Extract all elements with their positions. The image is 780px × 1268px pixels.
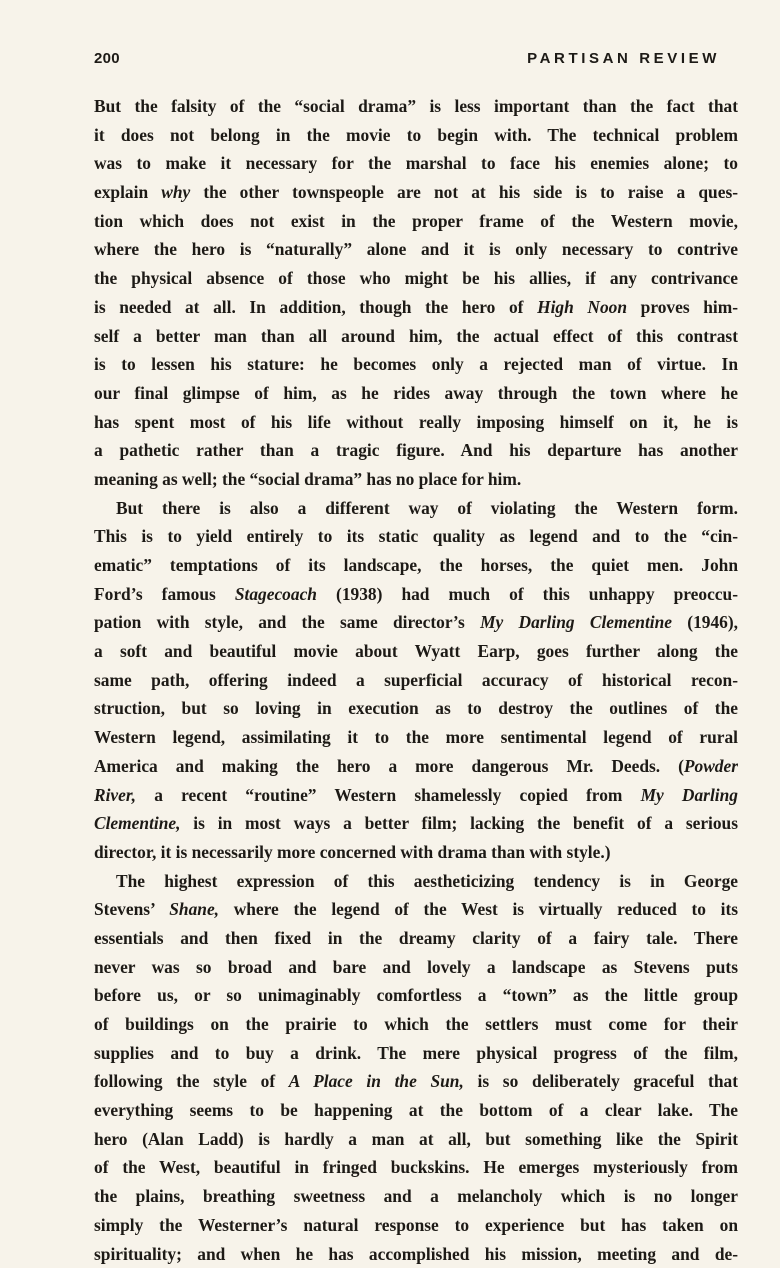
text-segment: self a better man than all around him, the actual effect of this contrast (94, 326, 738, 346)
text-segment: (1938) had much of this unhappy preoccu- (317, 584, 738, 604)
text-segment: same path, offering indeed a superficial accuracy of historical recon- (94, 670, 738, 690)
text-line (94, 895, 738, 924)
text-segment: This is to yield entirely to its static quality as legend and to the “cin- (94, 526, 738, 546)
italic-title: why (161, 182, 190, 202)
text-line (94, 637, 738, 666)
text-line (94, 723, 738, 752)
page-number: 200 (94, 50, 120, 67)
text-segment: a pathetic rather than a tragic figure. And his departure has another (94, 440, 738, 460)
italic-title: River, (94, 785, 136, 805)
text-segment: The highest expression of this aestheticizing tendency is in George (116, 871, 738, 891)
text-segment: our final glimpse of him, as he rides away through the town where he (94, 383, 738, 403)
text-line (94, 752, 738, 781)
text-segment: where the legend of the West is virtually reduced to its (219, 899, 738, 919)
text-line (94, 953, 738, 982)
text-line (94, 264, 738, 293)
text-line (94, 92, 738, 121)
text-segment: a soft and beautiful movie about Wyatt Earp, goes further along the (94, 641, 738, 661)
text-line (94, 207, 738, 236)
text-segment: is needed at all. In addition, though the hero of (94, 297, 537, 317)
text-line (94, 781, 738, 810)
text-line (94, 408, 738, 437)
text-segment: pation with style, and the same director’s (94, 612, 480, 632)
text-segment: everything seems to be happening at the bottom of a clear lake. The (94, 1100, 738, 1120)
text-segment: where the hero is “naturally” alone and it is only necessary to contrive (94, 239, 738, 259)
italic-title: Clementine, (94, 813, 180, 833)
text-segment: meaning as well; the “social drama” has no place for him. (94, 469, 521, 489)
text-segment: the physical absence of those who might be his allies, if any contrivance (94, 268, 738, 288)
text-line (94, 608, 738, 637)
text-line (94, 981, 738, 1010)
italic-title: My Darling (641, 785, 738, 805)
text-line (94, 666, 738, 695)
text-line (94, 1096, 738, 1125)
text-segment: (1946), (672, 612, 738, 632)
text-segment: is in most ways a better film; lacking the benefit of a serious (180, 813, 738, 833)
text-line (94, 1010, 738, 1039)
text-line (94, 694, 738, 723)
italic-title: A Place in the Sun, (289, 1071, 464, 1091)
text-segment: has spent most of his life without really imposing himself on it, he is (94, 412, 738, 432)
text-segment: essentials and then fixed in the dreamy clarity of a fairy tale. There (94, 928, 738, 948)
italic-title: Powder (684, 756, 738, 776)
text-segment: a recent “routine” Western shamelessly copied from (136, 785, 641, 805)
text-line (94, 867, 738, 896)
text-line (94, 293, 738, 322)
text-segment: supplies and to buy a drink. The mere physical progress of the film, (94, 1043, 738, 1063)
text-segment: is to lessen his stature: he becomes only a rejected man of virtue. In (94, 354, 738, 374)
text-segment: Western legend, assimilating it to the more sentimental legend of rural (94, 727, 738, 747)
text-line (94, 465, 738, 494)
text-line (94, 1125, 738, 1154)
text-segment: is so deliberately graceful that (464, 1071, 738, 1091)
text-segment: Stevens’ (94, 899, 169, 919)
text-line (94, 924, 738, 953)
text-line (94, 436, 738, 465)
text-line (94, 235, 738, 264)
text-segment: proves him- (627, 297, 738, 317)
text-line (94, 551, 738, 580)
text-segment: of the West, beautiful in fringed buckskins. He emerges mysteriously from (94, 1157, 738, 1177)
text-segment: explain (94, 182, 161, 202)
italic-title: Stagecoach (235, 584, 317, 604)
text-line (94, 178, 738, 207)
text-segment: But the falsity of the “social drama” is less important than the fact that (94, 96, 738, 116)
text-line (94, 322, 738, 351)
body-text (94, 92, 738, 1268)
text-line (94, 1067, 738, 1096)
text-segment: America and making the hero a more dangerous Mr. Deeds. ( (94, 756, 684, 776)
text-line (94, 121, 738, 150)
text-segment: before us, or so unimaginably comfortless a “town” as the little group (94, 985, 738, 1005)
text-line (94, 1182, 738, 1211)
text-segment: following the style of (94, 1071, 289, 1091)
text-line (94, 838, 738, 867)
text-segment: tion which does not exist in the proper frame of the Western movie, (94, 211, 738, 231)
text-segment: But there is also a different way of violating the Western form. (116, 498, 738, 518)
text-segment: it does not belong in the movie to begin with. The technical problem (94, 125, 738, 145)
text-line (94, 580, 738, 609)
italic-title: My Darling Clementine (480, 612, 672, 632)
text-line (94, 1153, 738, 1182)
text-segment: spirituality; and when he has accomplished his mission, meeting and de- (94, 1244, 738, 1264)
text-line (94, 522, 738, 551)
italic-title: High Noon (537, 297, 627, 317)
text-segment: director, it is necessarily more concerned with drama than with style.) (94, 842, 611, 862)
text-line (94, 1039, 738, 1068)
text-line (94, 494, 738, 523)
text-segment: struction, but so loving in execution as to destroy the outlines of the (94, 698, 738, 718)
text-segment: simply the Westerner’s natural response to experience but has taken on (94, 1215, 738, 1235)
text-segment: was to make it necessary for the marshal to face his enemies alone; to (94, 153, 738, 173)
text-segment: of buildings on the prairie to which the settlers must come for their (94, 1014, 738, 1034)
text-line (94, 350, 738, 379)
text-segment: never was so broad and bare and lovely a landscape as Stevens puts (94, 957, 738, 977)
italic-title: Shane, (169, 899, 219, 919)
text-segment: the plains, breathing sweetness and a melancholy which is no longer (94, 1186, 738, 1206)
text-segment: the other townspeople are not at his side is to raise a ques- (190, 182, 738, 202)
text-segment: ematic” temptations of its landscape, the horses, the quiet men. John (94, 555, 738, 575)
text-segment: hero (Alan Ladd) is hardly a man at all, but something like the Spirit (94, 1129, 738, 1149)
text-line (94, 149, 738, 178)
text-line (94, 1211, 738, 1240)
text-line (94, 809, 738, 838)
page-header (94, 50, 720, 74)
text-segment: Ford’s famous (94, 584, 235, 604)
text-line (94, 1240, 738, 1268)
text-line (94, 379, 738, 408)
running-head: PARTISAN REVIEW (527, 50, 720, 67)
